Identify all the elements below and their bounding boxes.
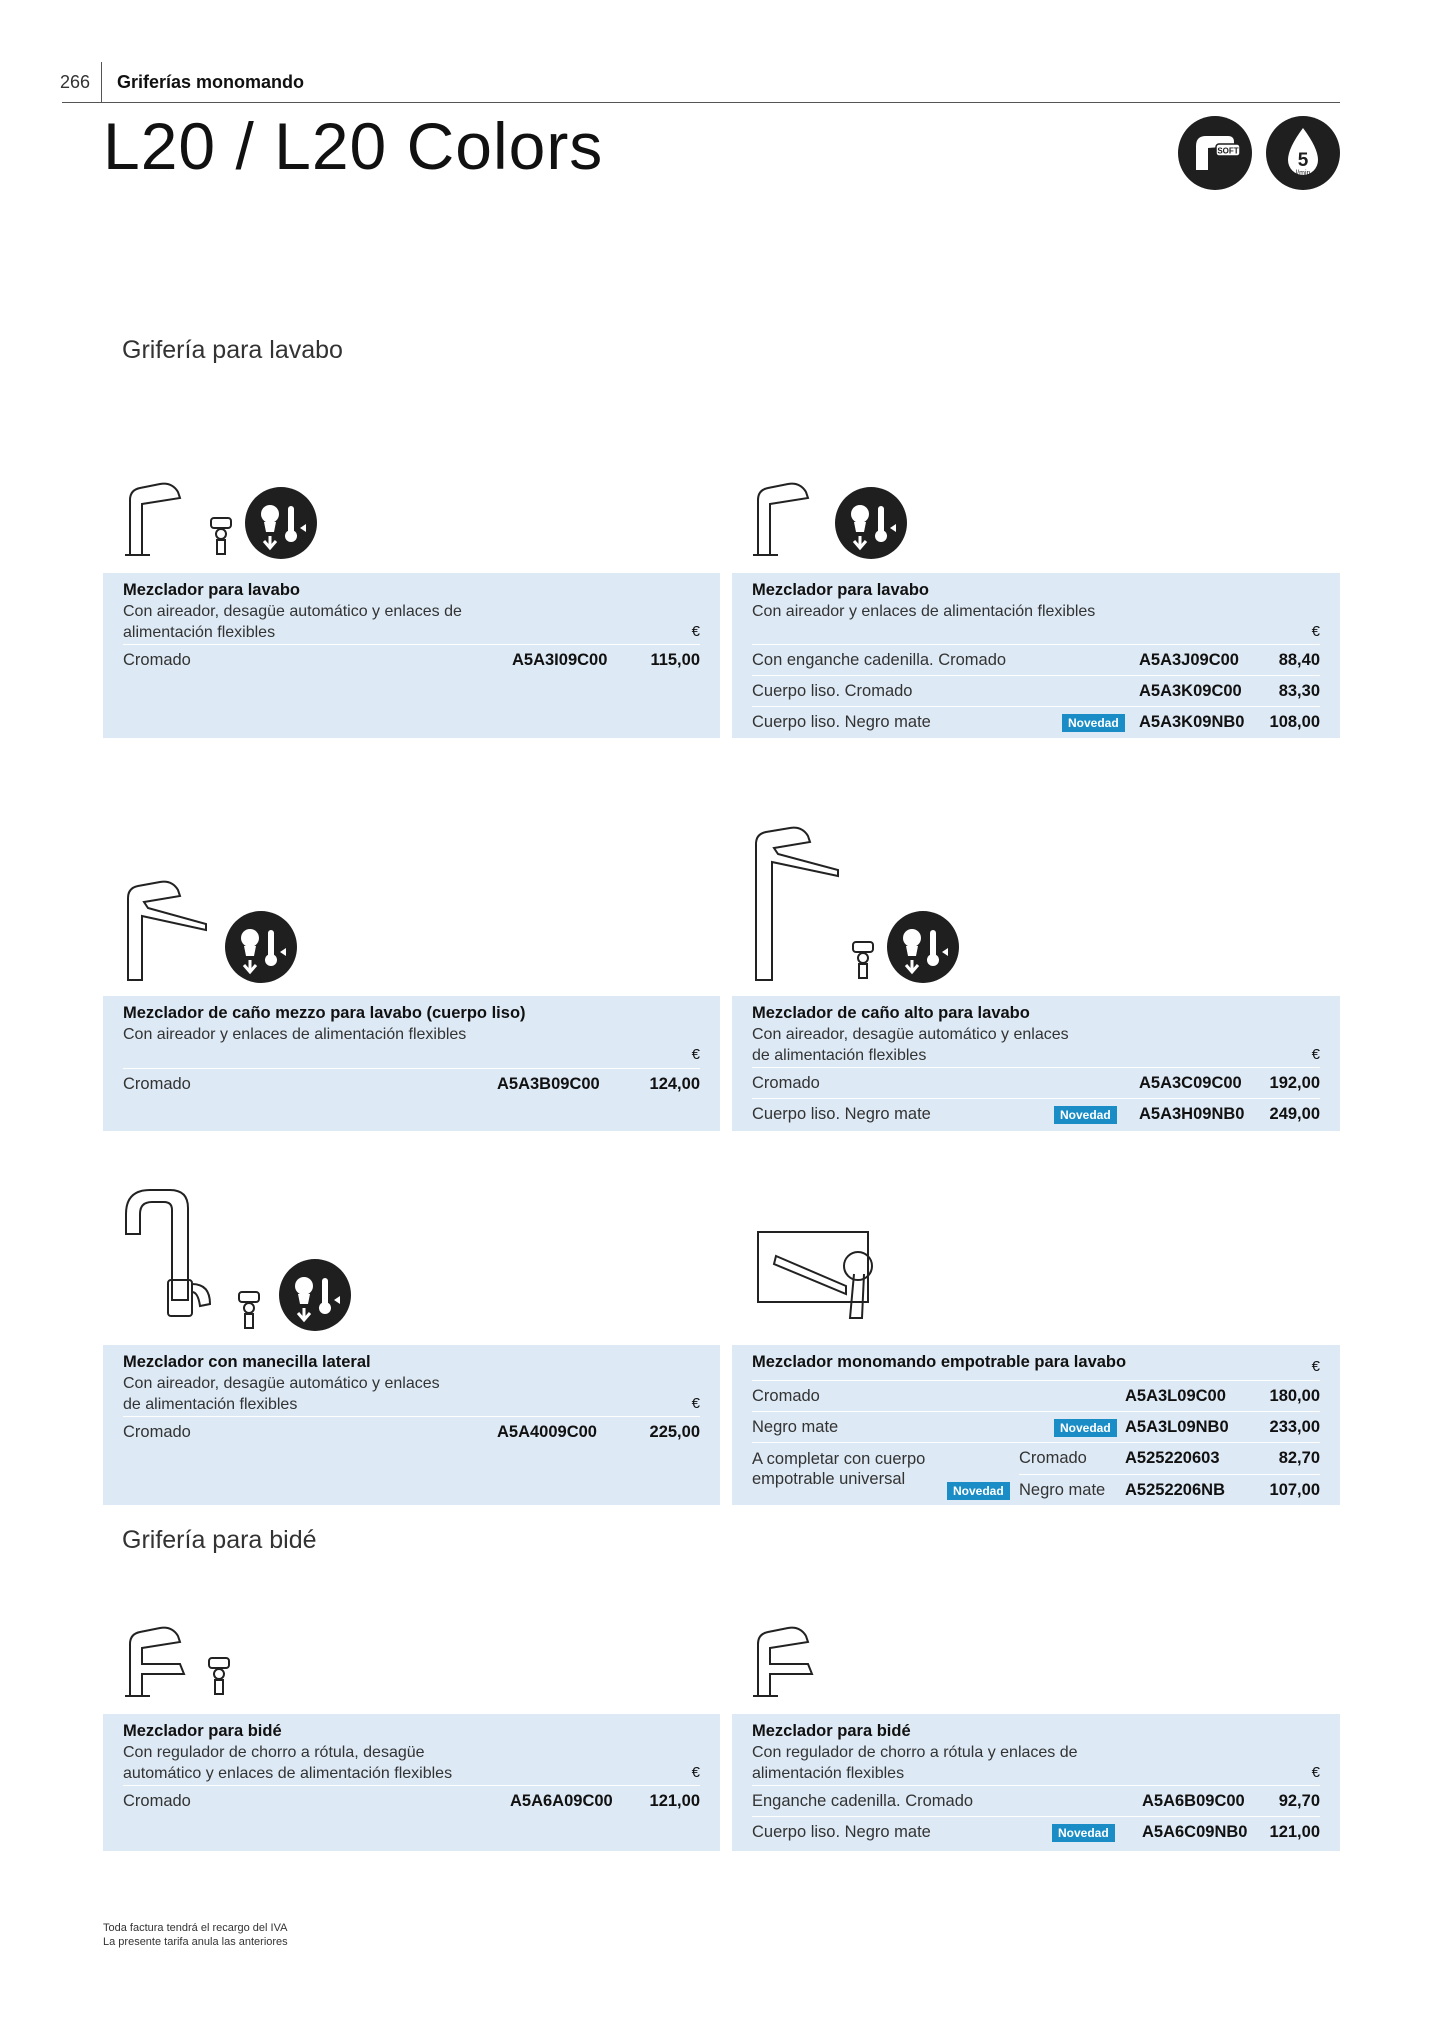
side-lever-mixer-icon — [120, 1184, 230, 1324]
euro-header: € — [1311, 1358, 1320, 1375]
basin-mixer-icon — [120, 470, 195, 560]
product-code: A5252206NB — [1125, 1481, 1225, 1499]
basin-mixer-mid-icon — [120, 874, 210, 984]
price: 192,00 — [1269, 1074, 1320, 1092]
novedad-badge: Novedad — [1062, 714, 1125, 732]
flow-rate-badge-icon — [1266, 116, 1340, 190]
footer-line: La presente tarifa anula las anteriores — [103, 1936, 288, 1948]
price-row — [752, 1067, 1320, 1098]
product-card-p4 — [732, 996, 1340, 1131]
product-description: Con regulador de chorro a rótula y enlaces de alimentación flexibles — [752, 1744, 1078, 1782]
novedad-badge: Novedad — [1052, 1824, 1115, 1842]
novedad-badge: Novedad — [1054, 1419, 1117, 1437]
price: 124,00 — [649, 1075, 700, 1093]
price: 233,00 — [1269, 1418, 1320, 1436]
header-separator — [101, 62, 102, 102]
price: 121,00 — [1269, 1823, 1320, 1841]
bidet-mixer-icon — [748, 1620, 823, 1700]
product-card-p8 — [732, 1714, 1340, 1851]
bidet-mixer-icon — [120, 1620, 195, 1700]
basin-mixer-icon — [748, 470, 823, 560]
price-row-group — [752, 1442, 1320, 1504]
product-code: A5A3K09NB0 — [1139, 713, 1245, 731]
price-row — [123, 1785, 700, 1816]
eco-temperature-icon — [224, 910, 298, 984]
product-card-p2 — [732, 573, 1340, 738]
price: 83,30 — [1278, 682, 1320, 700]
price: 121,00 — [649, 1792, 700, 1810]
section-name: Griferías monomando — [117, 72, 305, 92]
flow-unit: l/min — [1295, 170, 1311, 177]
price-row — [123, 644, 700, 675]
product-code: A5A3L09NB0 — [1125, 1418, 1229, 1436]
product-code: A5A3H09NB0 — [1139, 1105, 1245, 1123]
row-label: Enganche cadenilla. Cromado — [752, 1792, 974, 1810]
subhead-bide: Grifería para bidé — [122, 1526, 317, 1554]
euro-header: € — [1311, 1046, 1320, 1063]
eco-temperature-icon — [834, 486, 908, 560]
product-card-p3 — [103, 996, 720, 1131]
price: 115,00 — [650, 651, 700, 669]
product-title: Mezclador monomando empotrable para lavabo — [752, 1353, 1127, 1371]
price: 92,70 — [1278, 1792, 1320, 1810]
euro-header: € — [691, 1046, 700, 1063]
price-row — [123, 1068, 700, 1099]
product-title: Mezclador de caño alto para lavabo — [752, 1004, 1030, 1022]
flow-value: 5 — [1297, 150, 1309, 171]
soft-closing-badge-icon — [1178, 116, 1252, 190]
drain-icon — [236, 1290, 262, 1330]
product-title: Mezclador con manecilla lateral — [123, 1353, 371, 1371]
header-rule — [62, 102, 1340, 103]
eco-temperature-icon — [244, 486, 318, 560]
product-code: A5A3L09C00 — [1125, 1387, 1226, 1405]
price: 88,40 — [1278, 651, 1320, 669]
finish-label: Negro mate — [1019, 1481, 1106, 1499]
euro-header: € — [1311, 1764, 1320, 1781]
price-row — [752, 1098, 1320, 1129]
row-label: Con enganche cadenilla. Cromado — [752, 651, 1007, 669]
drain-icon — [208, 516, 234, 556]
footer-line: Toda factura tendrá el recargo del IVA — [103, 1922, 288, 1934]
product-code: A5A4009C00 — [497, 1423, 597, 1441]
product-title: Mezclador de caño mezzo para lavabo (cuerpo liso) — [123, 1004, 526, 1022]
row-label: Cuerpo liso. Negro mate — [752, 713, 931, 731]
price: 225,00 — [649, 1423, 700, 1441]
row-label: Cromado — [752, 1387, 820, 1405]
finish-label: Cromado — [1019, 1449, 1087, 1467]
product-card-p5 — [103, 1345, 720, 1505]
product-code: A5A3J09C00 — [1139, 651, 1239, 669]
novedad-badge: Novedad — [1054, 1106, 1117, 1124]
row-label: A completar con cuerpo empotrable universal — [752, 1450, 926, 1488]
row-label: Cuerpo liso. Negro mate — [752, 1105, 931, 1123]
product-card-p6 — [732, 1345, 1340, 1505]
row-label: Cromado — [123, 1075, 191, 1093]
product-code: A5A3B09C00 — [497, 1075, 600, 1093]
product-description: Con aireador, desagüe automático y enlaces de alimentación flexibles — [752, 1026, 1069, 1064]
price: 180,00 — [1269, 1387, 1320, 1405]
price-row — [752, 1380, 1320, 1411]
price: 108,00 — [1269, 713, 1320, 731]
soft-label: SOFT — [1217, 146, 1239, 156]
product-description: Con aireador, desagüe automático y enlaces de alimentación flexibles — [123, 1375, 440, 1413]
novedad-badge: Novedad — [947, 1482, 1010, 1500]
price: 249,00 — [1269, 1105, 1320, 1123]
product-code: A5A6A09C00 — [510, 1792, 613, 1810]
price: 107,00 — [1269, 1481, 1320, 1499]
price-row — [123, 1416, 700, 1447]
euro-header: € — [691, 1395, 700, 1412]
row-label: Cromado — [123, 1423, 191, 1441]
subhead-lavabo: Grifería para lavabo — [122, 336, 343, 364]
page-title: L20 / L20 Colors — [103, 109, 604, 183]
drain-icon — [850, 940, 876, 980]
product-card-p1 — [103, 573, 720, 738]
price-row — [752, 1816, 1320, 1847]
product-title: Mezclador para bidé — [123, 1722, 282, 1740]
eco-temperature-icon — [886, 910, 960, 984]
row-label: Cromado — [123, 651, 191, 669]
price-row — [752, 1785, 1320, 1816]
price-row — [752, 706, 1320, 737]
row-label: Cuerpo liso. Cromado — [752, 682, 913, 700]
page-number: 266 — [60, 72, 91, 92]
row-label: Cromado — [123, 1792, 191, 1810]
product-description: Con aireador y enlaces de alimentación flexibles — [123, 1026, 467, 1043]
product-code: A5A6B09C00 — [1142, 1792, 1245, 1810]
product-description: Con regulador de chorro a rótula, desagüe automático y enlaces de alimentación flexibles — [123, 1744, 453, 1782]
product-code: A5A3I09C00 — [512, 651, 608, 669]
row-label: Cuerpo liso. Negro mate — [752, 1823, 931, 1841]
product-code: A525220603 — [1125, 1449, 1220, 1467]
price-row — [752, 1411, 1320, 1442]
euro-header: € — [691, 1764, 700, 1781]
product-description: Con aireador, desagüe automático y enlaces de alimentación flexibles — [123, 603, 462, 641]
product-title: Mezclador para lavabo — [123, 581, 300, 599]
price-row — [752, 675, 1320, 706]
product-title: Mezclador para bidé — [752, 1722, 911, 1740]
product-title: Mezclador para lavabo — [752, 581, 929, 599]
price: 82,70 — [1278, 1449, 1320, 1467]
drain-icon — [206, 1656, 232, 1696]
product-description: Con aireador y enlaces de alimentación flexibles — [752, 603, 1096, 620]
price-row — [752, 644, 1320, 675]
row-label: Cromado — [752, 1074, 820, 1092]
footer-notes — [103, 1921, 288, 1949]
euro-header: € — [691, 623, 700, 640]
basin-mixer-tall-icon — [750, 824, 845, 984]
product-code: A5A3C09C00 — [1139, 1074, 1242, 1092]
product-card-p7 — [103, 1714, 720, 1851]
eco-temperature-icon — [278, 1258, 352, 1332]
wall-mounted-mixer-icon — [756, 1230, 880, 1326]
product-code: A5A6C09NB0 — [1142, 1823, 1248, 1841]
price-subrow — [953, 1474, 1320, 1505]
product-code: A5A3K09C00 — [1139, 682, 1242, 700]
euro-header: € — [1311, 623, 1320, 640]
row-label: Negro mate — [752, 1418, 839, 1436]
